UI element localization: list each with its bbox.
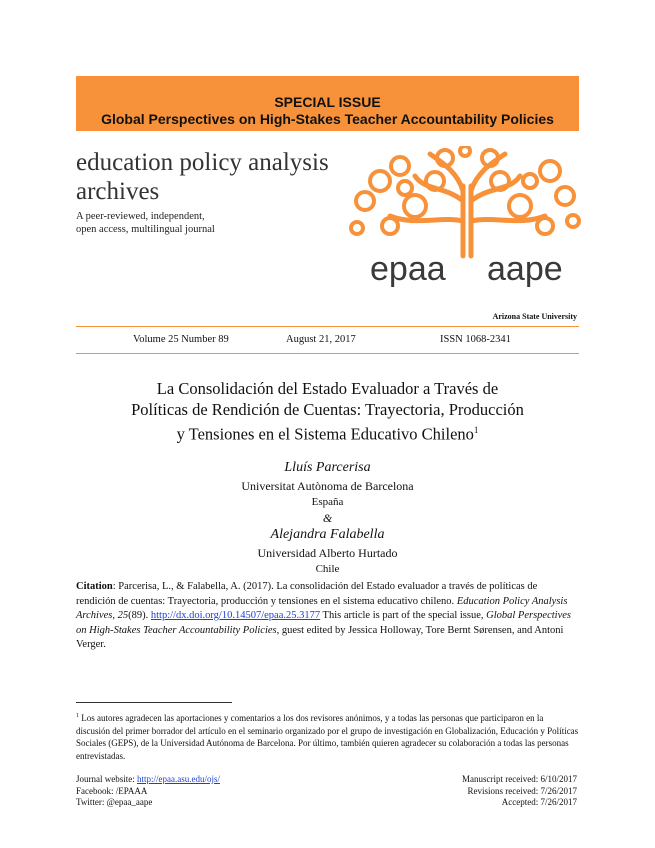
footer-contact <box>76 774 220 809</box>
footnote <box>76 710 579 762</box>
doi-link[interactable]: http://dx.doi.org/10.14507/epaa.25.3177 <box>150 610 321 621</box>
journal-title-line1: education policy analysis <box>76 149 329 176</box>
footnote-mark: 1 <box>76 713 79 719</box>
journal-website <box>76 774 220 786</box>
citation-block <box>76 580 579 653</box>
author-1-country: España <box>311 496 344 508</box>
volume-number: Volume 25 Number 89 <box>133 334 229 345</box>
special-issue-banner <box>76 76 579 131</box>
author-2-name: Alejandra Falabella <box>270 527 385 542</box>
facebook-handle: Facebook: /EPAAA <box>76 785 148 796</box>
citation-text-3: This article is part of the special issue, <box>320 610 487 621</box>
article-title <box>76 378 579 445</box>
citation-text-1: : Parcerisa, L., & Falabella, A. (2017). La consolidación del Estado evaluador a través de políticas de rendición de cuentas: Trayectoria, producción y tensiones en el sistema educativo chileno. <box>76 581 538 607</box>
twitter-handle: Twitter: @epaa_aape <box>76 797 153 807</box>
title-line3-text: y Tensiones en el Sistema Educativo Chileno <box>176 424 474 444</box>
title-line2: Políticas de Rendición de Cuentas: Trayectoria, Producción <box>131 400 524 419</box>
manuscript-received: Manuscript received: 6/10/2017 <box>462 774 577 784</box>
citation-text-4: , guest edited by Jessica Holloway, Tore Bernt Sørensen, and Antoni Verger. <box>76 624 564 650</box>
author-1-affiliation: Universitat Autònoma de Barcelona <box>241 479 414 493</box>
citation-journal: Education Policy Analysis Archives, 25 <box>76 595 568 621</box>
author-separator: & <box>322 511 333 525</box>
journal-title <box>76 148 366 206</box>
title-line1: La Consolidación del Estado Evaluador a Través de <box>156 379 499 398</box>
journal-tagline <box>76 210 276 236</box>
author-2-affiliation: Universidad Alberto Hurtado <box>257 546 398 560</box>
footnote-text: Los autores agradecen las aportaciones y comentarios a los dos revisores anónimos, y a todas las personas que participaron en la discusión del primer borrador del artículo en el seminario organizado por el grupo de investigación en Globalización, Educación y Políticas Sociales (GEPS), de la Universidad Autónoma de Barcelona. Por último, también quieren agradecer su colaboración a todas las personas entrevistadas. <box>76 713 579 761</box>
footer-dates <box>462 774 577 809</box>
logo-aape-text: aape <box>487 250 563 288</box>
revisions-received: Revisions received: 7/26/2017 <box>467 785 577 796</box>
banner-heading: SPECIAL ISSUE <box>274 94 381 110</box>
publication-date: August 21, 2017 <box>286 334 356 345</box>
footnote-divider <box>76 702 232 703</box>
banner-subheading: Global Perspectives on High-Stakes Teacher Accountability Policies <box>101 111 554 127</box>
author-2-country: Chile <box>315 563 340 575</box>
author-1-name: Lluís Parcerisa <box>284 460 371 475</box>
citation-text-2: (89). <box>128 610 151 621</box>
title-footnote-mark: 1 <box>473 425 479 435</box>
citation-special-issue: Global Perspectives on High-Stakes Teacher Accountability Policies <box>76 610 571 636</box>
citation-label: Citation <box>76 581 113 592</box>
tagline-line2: open access, multilingual journal <box>76 224 215 235</box>
issn: ISSN 1068-2341 <box>440 334 511 345</box>
top-divider <box>76 326 579 327</box>
website-label: Journal website: <box>76 774 137 784</box>
university-name: Arizona State University <box>492 312 577 321</box>
logo-epaa-text: epaa <box>370 250 446 288</box>
accepted-date: Accepted: 7/26/2017 <box>501 797 577 807</box>
journal-title-line2: archives <box>76 178 160 205</box>
website-link[interactable]: http://epaa.asu.edu/ojs/ <box>137 774 220 784</box>
tagline-line1: A peer-reviewed, independent, <box>76 211 205 222</box>
bottom-divider <box>76 353 579 354</box>
title-line3 <box>76 420 579 445</box>
